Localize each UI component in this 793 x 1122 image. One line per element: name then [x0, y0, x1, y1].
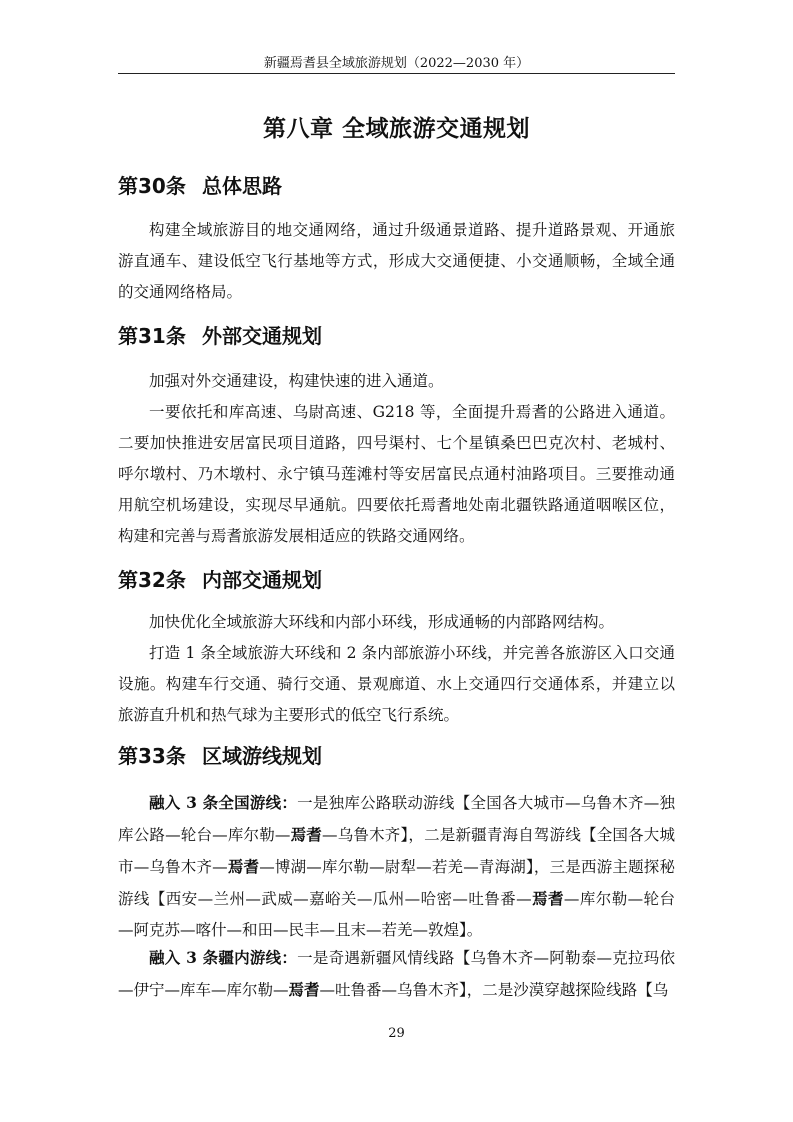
running-header: 新疆焉耆县全域旅游规划（2022—2030 年） — [263, 56, 530, 71]
text-run: —博湖—库尔勒—尉犁—若羌—青海湖】，三是西游主题探秘游线【西安—兰州—武威—嘉峪关—瓜州—哈密—吐鲁番— — [118, 858, 675, 908]
section-title: 外部交通规划 — [202, 324, 322, 348]
paragraph: 打造 1 条全域旅游大环线和 2 条内部旅游小环线，并完善各旅游区入口交通设施。构建车行交通、骑行交通、景观廊道、水上交通四行交通体系，并建立以旅游直升机和热气球为主要形式的低空飞行系统。 — [118, 644, 675, 724]
section-heading-33 — [118, 740, 322, 769]
section-number: 第32条 — [118, 568, 186, 592]
section-number: 第30条 — [118, 174, 186, 198]
paragraph: 加强对外交通建设，构建快速的进入通道。 — [149, 372, 444, 390]
paragraph: 加快优化全域旅游大环线和内部小环线，形成通畅的内部路网结构。 — [149, 613, 615, 631]
header-divider — [118, 73, 675, 74]
place-name: 焉耆 — [227, 857, 260, 876]
chapter-title: 第八章 全域旅游交通规划 — [262, 116, 530, 142]
text-run: 一是独库公路联动游线【全国各大城市—乌鲁木齐—独库公路—轮台—库尔勒— — [118, 794, 676, 844]
text-run: —乌鲁木齐】，二是新疆青海自驾游线【全国各大城市—乌鲁木齐— — [118, 826, 675, 876]
paragraph — [118, 787, 675, 946]
text-run: 一是奇遇新疆风情线路【乌鲁木齐—阿勒泰—克拉玛依—伊宁—库车—库尔勒— — [118, 949, 676, 999]
place-name: 焉耆 — [290, 825, 322, 844]
place-name: 焉耆 — [531, 889, 564, 908]
section-number: 第31条 — [118, 324, 186, 348]
paragraph — [118, 942, 675, 1006]
paragraph: 构建全域旅游目的地交通网络，通过升级通景道路、提升道路景观、开通旅游直通车、建设低空飞行基地等方式，形成大交通便捷、小交通顺畅，全域全通的交通网络格局。 — [118, 221, 675, 301]
section-heading-30 — [118, 170, 282, 199]
lead-label: 融入 3 条全国游线： — [149, 793, 298, 812]
section-title: 区域游线规划 — [202, 744, 322, 768]
section-heading-31 — [118, 320, 322, 349]
text-run: —吐鲁番—乌鲁木齐】，二是沙漠穿越探险线路【乌 — [319, 981, 669, 999]
text-run: —库尔勒—轮台—阿克苏—喀什—和田—民丰—且末—若羌—敦煌】。 — [118, 890, 675, 939]
section-title: 内部交通规划 — [202, 568, 322, 592]
paragraph: 一要依托和库高速、乌尉高速、G218 等，全面提升焉耆的公路进入通道。二要加快推进安居富民项目道路，四号渠村、七个星镇桑巴巴克次村、老城村、呼尔墩村、乃木墩村、永宁镇马莲滩村等安居富民点通村油路项目。三要推动通用航空机场建设，实现尽早通航。四要依托焉耆地处南北疆铁路通道咽喉区位，构建和完善与焉耆旅游发展相适应的铁路交通网络。 — [118, 403, 675, 545]
place-name: 焉耆 — [288, 980, 320, 999]
section-number: 第33条 — [118, 744, 186, 768]
page-number: 29 — [388, 1026, 405, 1041]
lead-label: 融入 3 条疆内游线： — [149, 948, 298, 967]
section-heading-32 — [118, 564, 322, 593]
section-title: 总体思路 — [202, 174, 282, 198]
